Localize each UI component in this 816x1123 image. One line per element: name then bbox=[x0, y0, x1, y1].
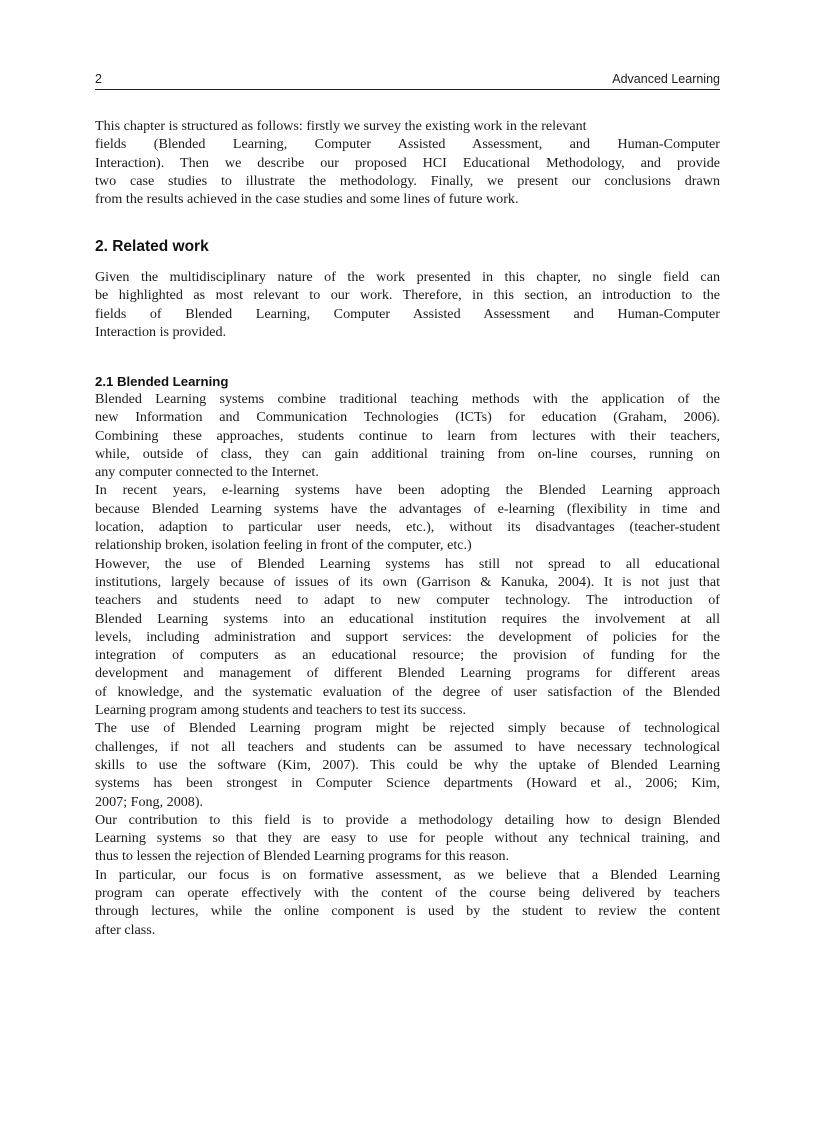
paragraph bbox=[95, 719, 720, 810]
paragraph bbox=[95, 390, 720, 481]
text-line: However, the use of Blended Learning systems has still not spread to all educational bbox=[95, 555, 720, 572]
intro-paragraph bbox=[95, 117, 720, 208]
paragraph bbox=[95, 481, 720, 554]
text-line: after class. bbox=[95, 921, 156, 938]
running-header bbox=[95, 72, 720, 90]
text-line: because Blended Learning systems have the advantages of e-learning (flexibility in time and bbox=[95, 500, 720, 517]
text-line: Interaction). Then we describe our proposed HCI Educational Methodology, and provide bbox=[95, 154, 720, 171]
blended-learning-body bbox=[95, 390, 720, 939]
page-number: 2 bbox=[95, 72, 102, 86]
section-heading-related-work: 2. Related work bbox=[95, 238, 209, 255]
text-line: In particular, our focus is on formative assessment, as we believe that a Blended Learning bbox=[95, 866, 720, 883]
paragraph bbox=[95, 866, 720, 939]
text-line: development and management of different Blended Learning programs for different areas bbox=[95, 665, 720, 682]
text-line: Combining these approaches, students continue to learn from lectures with their teachers, bbox=[95, 427, 720, 444]
text-line: of knowledge, and the systematic evaluation of the degree of user satisfaction of the Blended bbox=[95, 683, 720, 700]
text-line: integration of computers as an educational resource; the provision of funding for the bbox=[95, 647, 720, 664]
text-line: location, adaption to particular user needs, etc.), without its disadvantages (teacher-student bbox=[95, 519, 720, 536]
text-line: levels, including administration and support services: the development of policies for the bbox=[95, 628, 720, 645]
text-line: institutions, largely because of issues of its own (Garrison & Kanuka, 2004). It is not just that bbox=[95, 573, 720, 590]
running-title: Advanced Learning bbox=[612, 72, 720, 86]
text-line: fields (Blended Learning, Computer Assisted Assessment, and Human-Computer bbox=[95, 136, 720, 153]
text-line: challenges, if not all teachers and students can be assumed to have necessary technological bbox=[95, 738, 720, 755]
text-line: through lectures, while the online component is used by the student to review the content bbox=[95, 903, 720, 920]
text-line: This chapter is structured as follows: firstly we survey the existing work in the relevant bbox=[95, 118, 587, 134]
text-line: Blended Learning systems combine traditional teaching methods with the application of the bbox=[95, 391, 720, 407]
text-line: thus to lessen the rejection of Blended Learning programs for this reason. bbox=[95, 848, 510, 865]
text-line: The use of Blended Learning program might be rejected simply because of technological bbox=[95, 720, 720, 737]
subsection-heading-blended-learning: 2.1 Blended Learning bbox=[95, 374, 229, 389]
text-line: two case studies to illustrate the methodology. Finally, we present our conclusions drawn bbox=[95, 172, 720, 189]
paragraph bbox=[95, 811, 720, 866]
text-line: teachers and students need to adapt to new computer technology. The introduction of bbox=[95, 592, 720, 609]
text-line: Interaction is provided. bbox=[95, 323, 227, 340]
text-line: from the results achieved in the case studies and some lines of future work. bbox=[95, 191, 519, 208]
text-line: any computer connected to the Internet. bbox=[95, 464, 319, 481]
text-line: In recent years, e-learning systems have been adopting the Blended Learning approach bbox=[95, 482, 720, 499]
text-line: Learning program among students and teachers to test its success. bbox=[95, 702, 467, 719]
text-line: skills to use the software (Kim, 2007). This could be why the uptake of Blended Learning bbox=[95, 756, 720, 773]
text-line: be highlighted as most relevant to our work. Therefore, in this section, an introduction to the bbox=[95, 287, 720, 304]
text-line: relationship broken, isolation feeling in front of the computer, etc.) bbox=[95, 537, 472, 554]
related-work-paragraph bbox=[95, 268, 720, 341]
text-line: fields of Blended Learning, Computer Assisted Assessment and Human-Computer bbox=[95, 305, 720, 322]
text-line: new Information and Communication Technologies (ICTs) for education (Graham, 2006). bbox=[95, 409, 720, 426]
paragraph bbox=[95, 555, 720, 720]
text-line: systems has been strongest in Computer Science departments (Howard et al., 2006; Kim, bbox=[95, 775, 720, 792]
text-line: program can operate effectively with the content of the course being delivered by teachers bbox=[95, 885, 720, 902]
text-line: Our contribution to this field is to provide a methodology detailing how to design Blended bbox=[95, 811, 720, 828]
text-line: while, outside of class, they can gain additional training from on-line courses, running on bbox=[95, 445, 720, 462]
text-line: 2007; Fong, 2008). bbox=[95, 793, 204, 810]
text-line: Blended Learning systems into an educational institution requires the involvement at all bbox=[95, 610, 720, 627]
text-line: Given the multidisciplinary nature of the work presented in this chapter, no single field can bbox=[95, 269, 720, 285]
text-line: Learning systems so that they are easy to use for people without any technical training, and bbox=[95, 830, 720, 847]
